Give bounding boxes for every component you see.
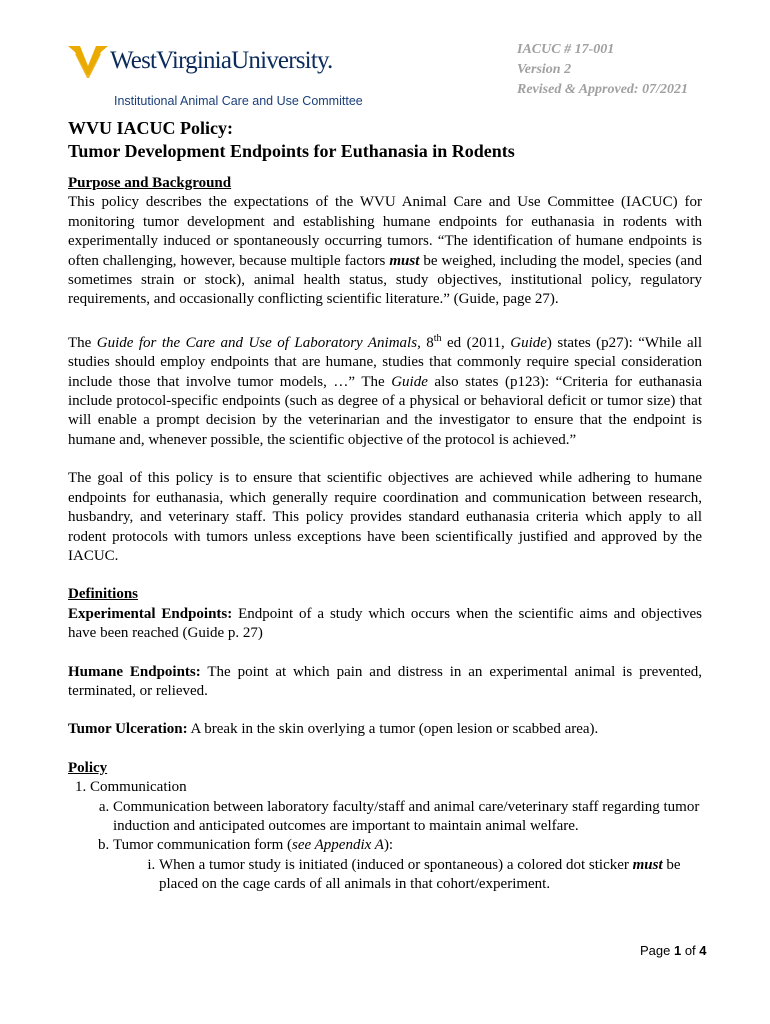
communication-sublist <box>90 798 702 895</box>
tumor-form-sublist <box>113 856 702 895</box>
policy-heading: Policy <box>68 759 108 776</box>
doc-revised: Revised & Approved: 07/2021 <box>517 82 688 97</box>
title-line-2: Tumor Development Endpoints for Euthanasia in Rodents <box>68 141 515 161</box>
definition-humane-endpoints: Humane Endpoints: The point at which pain and distress in an experimental animal is prevented, terminated, or relieved. <box>68 663 702 699</box>
document-body <box>68 117 702 895</box>
page-number: Page 1 of 4 <box>640 943 707 958</box>
list-item: b. Tumor communication form (see Appendix A): i. When a tumor study is initiated (induced or spontaneous) a colored dot sticker must be placed on the cage cards of all animals in that cohort/experiment. <box>113 836 702 894</box>
purpose-heading: Purpose and Background <box>68 175 232 191</box>
definitions-heading: Definitions <box>68 586 139 603</box>
title-line-1: WVU IACUC Policy: <box>68 118 233 138</box>
definition-tumor-ulceration: Tumor Ulceration: A break in the skin overlying a tumor (open lesion or scabbed area). <box>68 721 599 738</box>
wvu-logo <box>68 42 363 108</box>
committee-name: Institutional Animal Care and Use Committee <box>114 94 363 108</box>
page-title <box>68 117 702 163</box>
list-item: a. Communication between laboratory faculty/staff and animal care/veterinary staff regarding tumor induction and anticipated outcomes are important to maintain animal welfare. <box>113 798 702 837</box>
list-item: i. When a tumor study is initiated (induced or spontaneous) a colored dot sticker must be placed on the cage cards of all animals in that cohort/experiment. <box>159 856 702 895</box>
policy-list <box>68 778 702 894</box>
document-metadata <box>517 40 688 100</box>
wv-logo-icon <box>68 42 108 78</box>
definition-experimental-endpoints: Experimental Endpoints: Endpoint of a study which occurs when the scientific aims and objectives have been reached (Guide p. 27) <box>68 605 702 642</box>
policy-item-communication: Communication <box>90 779 187 796</box>
purpose-paragraph-1: This policy describes the expectations of the WVU Animal Care and Use Committee (IACUC) for monitoring tumor development and establishing humane endpoints for euthanasia in rodents with experimentally induced or spontaneously occurring tumors. “The identification of humane endpoints is often challenging, however, because multiple factors must be weighed, including the model, species (and sometimes strain or stock), animal health status, study objectives, institutional policy, regulatory requirements, and occasionally conflicting scientific literature.” (Guide, page 27). <box>68 194 702 308</box>
purpose-paragraph-2: The Guide for the Care and Use of Laboratory Animals, 8th ed (2011, Guide) states (p27): “While all studies should employ endpoints that are humane, studies that commonly require special consideration include those that involve tumor models, …” The Guide also states (p123): “Criteria for euthanasia include protocol-specific endpoints (such as degree of a physical or behavioral deficit or tumor size) that will enable a prompt decision by the veterinarian and the investigator to ensure that the endpoint is humane and, whenever possible, the scientific objective of the protocol is achieved.” <box>68 332 703 448</box>
logo-wordmark: WestVirginiaUniversity. <box>110 46 333 74</box>
doc-version: Version 2 <box>517 62 572 77</box>
purpose-paragraph-3: The goal of this policy is to ensure that scientific objectives are achieved while adhering to humane endpoints for euthanasia, which generally require coordination and communication between research, husbandry, and veterinary staff. This policy provides standard euthanasia criteria which apply to all rodent protocols with tumors unless exceptions have been scientifically justified and approved by the IACUC. <box>68 470 702 564</box>
list-item <box>90 778 702 894</box>
doc-number: IACUC # 17-001 <box>517 42 615 57</box>
